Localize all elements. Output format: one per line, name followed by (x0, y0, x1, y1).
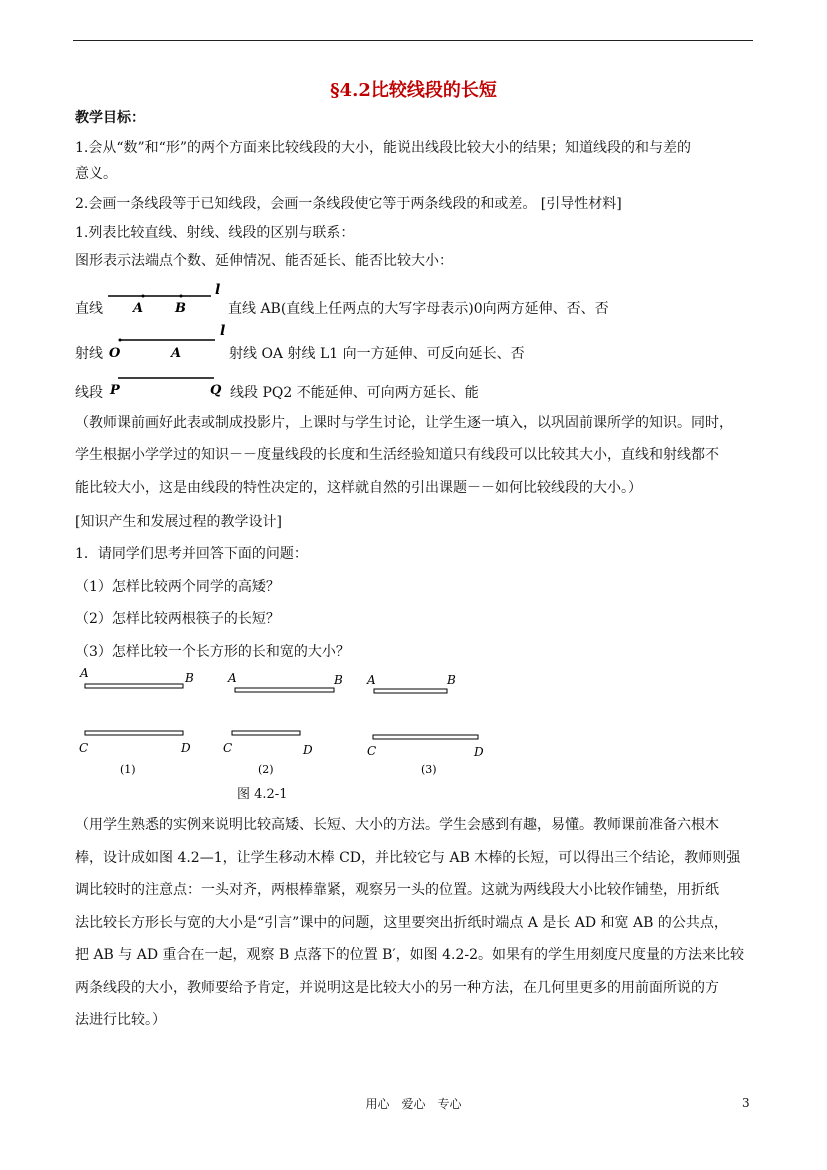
subfigure-number: (2) (258, 763, 274, 776)
segment-row-label: 线段 (75, 385, 103, 401)
page-footer: 用心 爱心 专心 (365, 1097, 462, 1111)
paragraph-line: 能比较大小，这是由线段的特性决定的，这样就自然的引出课题－－如何比较线段的大小。） (75, 480, 642, 496)
segment-row-text: 线段 PQ2 不能延伸、可向两方延长、能 (230, 385, 479, 401)
ray-figure (103, 322, 231, 362)
paragraph-line: [知识产生和发展过程的教学设计] (75, 514, 282, 530)
stick-label-a: A (228, 671, 237, 685)
line-name-label: l (215, 282, 221, 298)
point-o-label: O (109, 346, 121, 361)
segment-figure (106, 370, 234, 400)
paragraph-line: 棒，设计成如图 4.2—1，让学生移动木棒 CD，并比较它与 AB 木棒的长短，可以得出三个结论，教师则强 (75, 850, 741, 866)
line-figure (103, 280, 228, 316)
stick-label-a: A (80, 666, 89, 680)
stick-label-d: D (303, 743, 313, 757)
page-number: 3 (742, 1096, 750, 1110)
point-b-label: B (175, 301, 186, 316)
paragraph-line: （用学生熟悉的实例来说明比较高矮、长短、大小的方法。学生会感到有趣，易懂。教师课前准备六根木 (75, 817, 719, 833)
stick-label-a: A (367, 673, 376, 687)
paragraph-line: 两条线段的大小，教师要给予肯定，并说明这是比较大小的另一种方法，在几何里更多的用前面所说的方 (75, 980, 719, 996)
paragraph-line: 1.会从“数”和“形”的两个方面来比较线段的大小，能说出线段比较大小的结果；知道线段的和与差的 (75, 140, 691, 156)
paragraph-line: 法进行比较。） (75, 1012, 166, 1028)
line-row-text: 直线 AB(直线上任两点的大写字母表示)0向两方延伸、否、否 (228, 301, 609, 317)
paragraph-line: 把 AB 与 AD 重合在一起，观察 B 点落下的位置 B′，如图 4.2-2。如果有的学生用刻度尺度量的方法来比较 (75, 947, 744, 963)
figure-caption: 图 4.2-1 (237, 787, 288, 802)
figure-4-2-1 (75, 665, 495, 780)
header-rule (73, 40, 753, 41)
paragraph-line: 1.列表比较直线、射线、线段的区别与联系： (75, 225, 355, 241)
page-title: §4.2比较线段的长短 (330, 80, 497, 101)
paragraph-line: 意义。 (75, 166, 117, 182)
stick-label-c: C (367, 744, 377, 758)
paragraph-line: 学生根据小学学过的知识－－度量线段的长度和生活经验知道只有线段可以比较其大小，直线和射线都不 (75, 447, 719, 463)
stick-label-c: C (223, 741, 233, 755)
stick-label-d: D (474, 745, 484, 759)
paragraph-line: （教师课前画好此表或制成投影片，上课时与学生讨论，让学生逐一填入，以巩固前课所学的知识。同时， (75, 415, 733, 431)
subfigure-number: (1) (120, 763, 136, 776)
question-line: （2）怎样比较两根筷子的长短？ (75, 611, 280, 627)
ray-row-label: 射线 (75, 346, 103, 362)
stick-label-c: C (79, 741, 89, 755)
paragraph-line: 调比较时的注意点：一头对齐，两根棒靠紧，观察另一头的位置。这就为两线段大小比较作铺垫，用折纸 (75, 882, 719, 898)
ray-name-label: l (220, 323, 226, 339)
paragraph-line: 图形表示法端点个数、延伸情况、能否延长、能否比较大小： (75, 253, 453, 269)
stick-label-d: D (181, 741, 191, 755)
objectives-heading: 教学目标： (75, 110, 145, 126)
paragraph-line: 1．请同学们思考并回答下面的问题： (75, 546, 308, 562)
ray-row-text: 射线 OA 射线 L1 向一方延伸、可反向延长、否 (229, 346, 525, 362)
question-line: （1）怎样比较两个同学的高矮？ (75, 579, 280, 595)
point-p-label: P (110, 383, 120, 398)
point-a-label: A (171, 346, 182, 361)
paragraph-line: 2.会画一条线段等于已知线段，会画一条线段使它等于两条线段的和或差。 [引导性材料] (75, 196, 622, 212)
subfigure-number: (3) (421, 763, 437, 776)
stick-label-b: B (185, 671, 194, 685)
point-a-label: A (133, 301, 144, 316)
stick-label-b: B (447, 673, 456, 687)
stick-label-b: B (334, 673, 343, 687)
paragraph-line: 法比较长方形长与宽的大小是“引言”课中的问题，这里要突出折纸时端点 A 是长 AD 和宽 AB 的公共点， (75, 915, 728, 931)
question-line: （3）怎样比较一个长方形的长和宽的大小？ (75, 644, 350, 660)
point-q-label: Q (210, 383, 222, 398)
line-row-label: 直线 (75, 301, 103, 317)
